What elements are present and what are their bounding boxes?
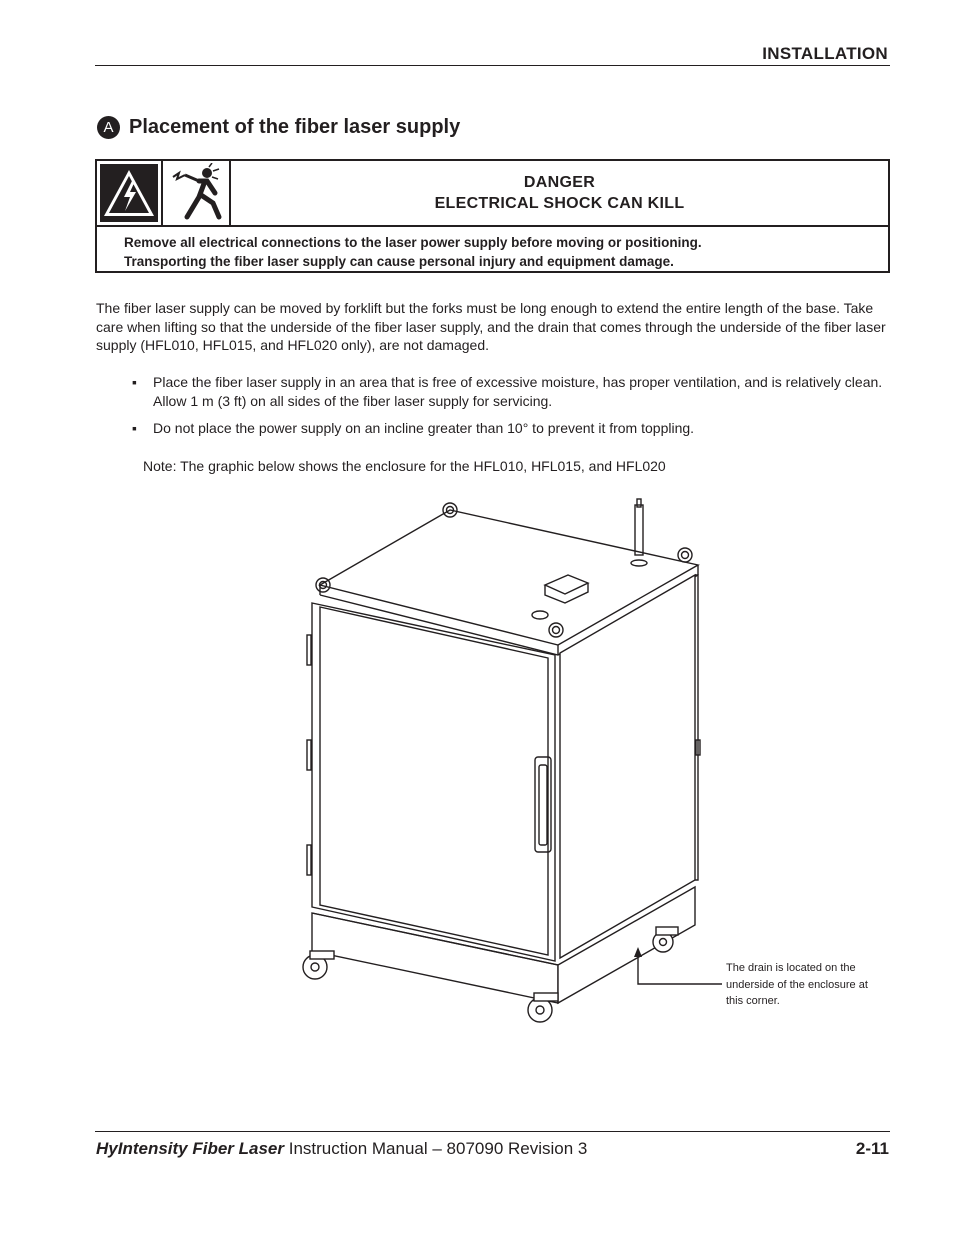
footer-brand: HyIntensity Fiber Laser <box>96 1139 285 1158</box>
danger-header <box>97 161 888 227</box>
note-text: Note: The graphic below shows the enclosure for the HFL010, HFL015, and HFL020 <box>143 458 666 474</box>
danger-label: DANGER <box>523 174 596 191</box>
page-number: 2-11 <box>855 1139 889 1158</box>
electric-shock-person-icon <box>163 161 231 225</box>
section-name: INSTALLATION <box>762 44 888 63</box>
enclosure-figure <box>290 495 730 1040</box>
danger-text-1: Remove all electrical connections to the laser power supply before moving or positioning. <box>124 235 702 250</box>
danger-body <box>97 227 888 271</box>
danger-text-2: Transporting the fiber laser supply can cause personal injury and equipment damage. <box>124 254 674 269</box>
footer-title <box>96 1139 587 1159</box>
intro-paragraph: The fiber laser supply can be moved by forklift but the forks must be long enough to extend the entire length of the base. Take care when lifting so that the underside of the fiber laser supply, and the drain that comes through the underside of the fiber laser supply (HFL010, HFL015, and HFL020 only), are not damaged. <box>96 300 886 353</box>
section-heading <box>97 116 460 139</box>
bullet-text: Place the fiber laser supply in an area that is free of excessive moisture, has proper ventilation, and is relatively clean. Allow 1 m (3 ft) on all sides of the fiber laser supply for servicing. <box>153 374 883 409</box>
bullet-text: Do not place the power supply on an incline greater than 10° to prevent it from toppling. <box>153 420 695 436</box>
bullet-icon: ▪ <box>132 374 137 390</box>
header-rule <box>95 65 890 66</box>
danger-subtitle: ELECTRICAL SHOCK CAN KILL <box>434 195 685 212</box>
footer-rule <box>95 1131 890 1132</box>
drain-callout: The drain is located on the underside of the enclosure at this corner. <box>726 962 868 1007</box>
list-item <box>132 373 892 410</box>
footer-manual: Instruction Manual – 807090 Revision 3 <box>284 1139 588 1158</box>
bullet-list <box>132 373 892 447</box>
bullet-icon: ▪ <box>132 420 137 436</box>
danger-title <box>231 161 888 225</box>
electric-hazard-icon <box>97 161 163 225</box>
list-item <box>132 419 892 438</box>
heading-badge: A <box>97 116 120 139</box>
heading-title: Placement of the fiber laser supply <box>129 116 461 138</box>
danger-box <box>95 159 890 273</box>
